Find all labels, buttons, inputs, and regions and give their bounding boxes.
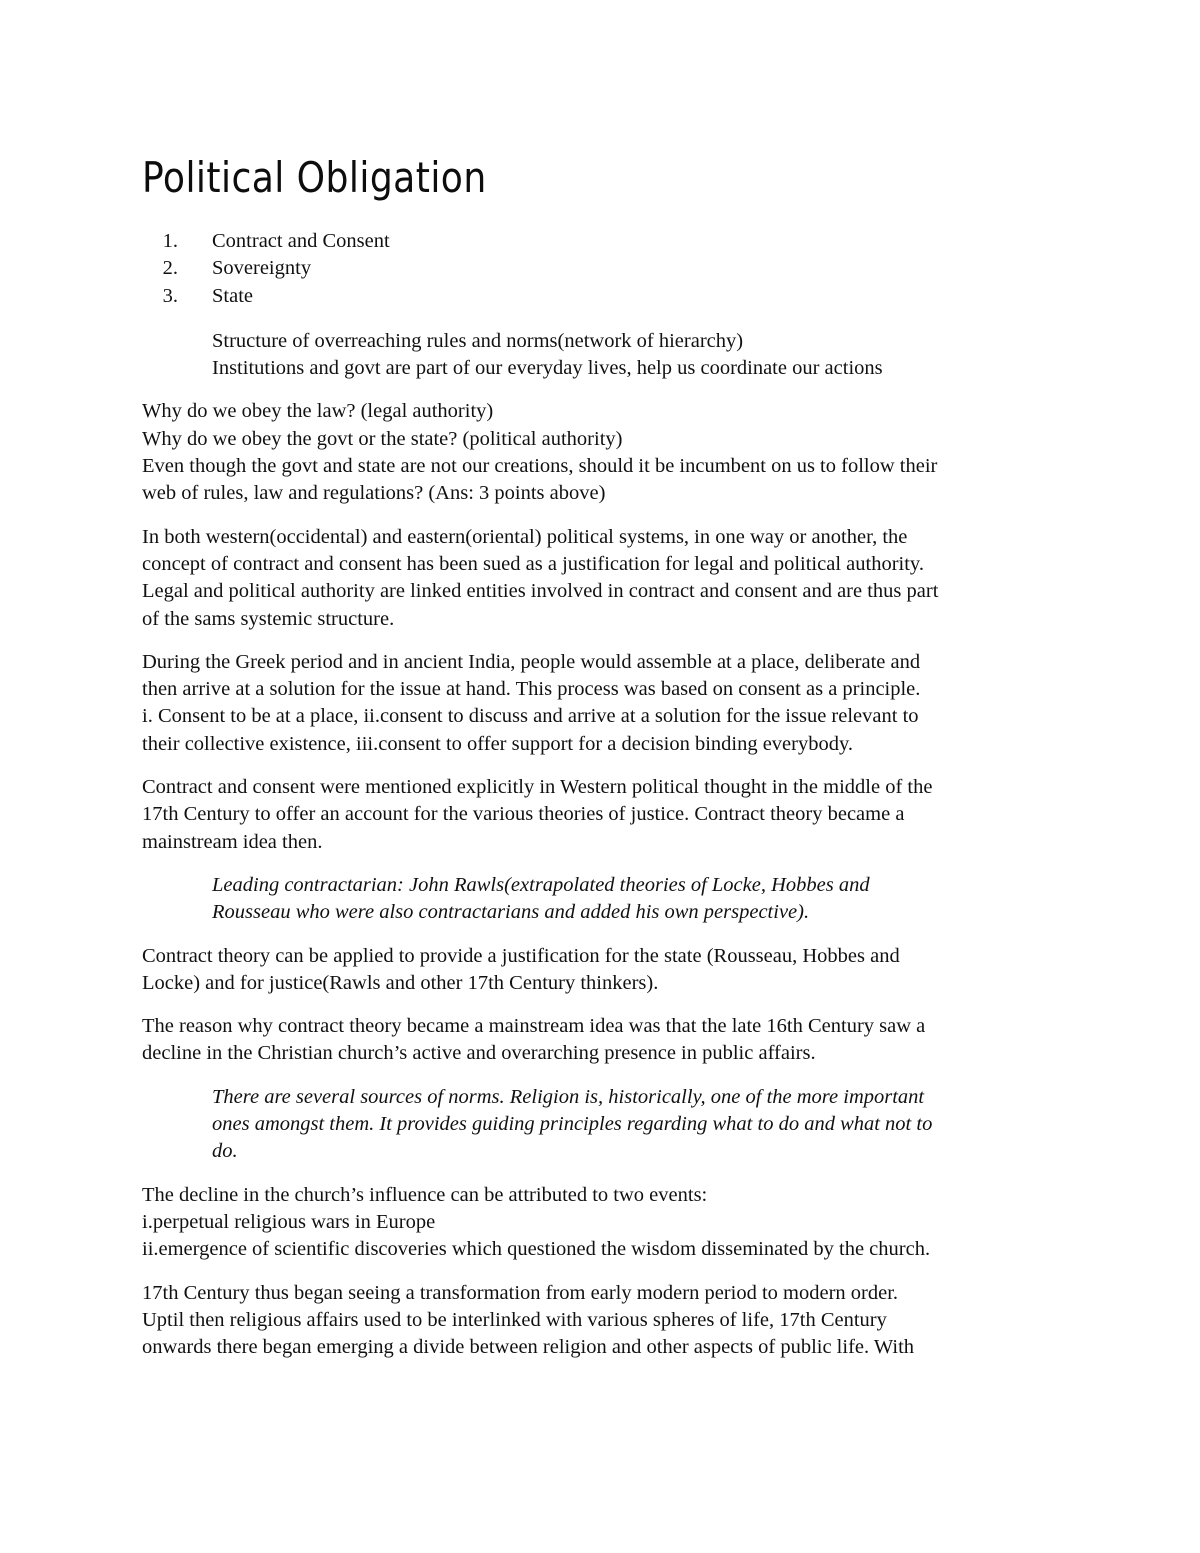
text-line: their collective existence, iii.consent to offer support for a decision binding everybody. xyxy=(142,732,854,755)
quote-contractarian xyxy=(142,872,1072,927)
list-number: 3. xyxy=(162,284,178,307)
text-line: Rousseau who were also contractarians and added his own perspective). xyxy=(212,901,810,924)
text-line: then arrive at a solution for the issue at hand. This process was based on consent as a principle. xyxy=(142,678,921,701)
list-item-text: Contract and Consent xyxy=(212,230,390,252)
list-item-text: State xyxy=(212,284,253,307)
paragraph xyxy=(142,649,1072,758)
text-line: of the sams systemic structure. xyxy=(142,607,395,630)
text-line: web of rules, law and regulations? (Ans: 3 points above) xyxy=(142,482,606,505)
text-line: i. Consent to be at a place, ii.consent to discuss and arrive at a solution for the issue relevant to xyxy=(142,705,919,728)
text-line: do. xyxy=(212,1140,238,1163)
state-note xyxy=(142,328,1072,383)
text-line: Even though the govt and state are not our creations, should it be incumbent on us to follow their xyxy=(142,455,938,478)
text-line: Structure of overreaching rules and norms(network of hierarchy) xyxy=(212,329,744,352)
paragraph xyxy=(142,398,1072,507)
text-line: In both western(occidental) and eastern(oriental) political systems, in one way or another, the xyxy=(142,525,908,548)
text-line: ones amongst them. It provides guiding principles regarding what to do and what not to xyxy=(212,1113,933,1136)
text-line: Legal and political authority are linked entities involved in contract and consent and are thus part xyxy=(142,580,939,603)
list-number: 1. xyxy=(162,230,178,252)
list-number: 2. xyxy=(162,257,178,280)
text-line: Contract theory can be applied to provide a justification for the state (Rousseau, Hobbes and xyxy=(142,944,900,967)
paragraph xyxy=(142,774,1072,856)
list-item xyxy=(142,255,1072,282)
text-line: Institutions and govt are part of our everyday lives, help us coordinate our actions xyxy=(212,357,883,380)
text-line: ii.emergence of scientific discoveries which questioned the wisdom disseminated by the church. xyxy=(142,1238,931,1261)
text-line: Locke) and for justice(Rawls and other 17th Century thinkers). xyxy=(142,971,659,994)
topic-list xyxy=(142,228,1072,310)
text-line: onwards there began emerging a divide between religion and other aspects of public life. With xyxy=(142,1336,915,1359)
text-line: 17th Century to offer an account for the various theories of justice. Contract theory became a xyxy=(142,803,905,826)
text-line: mainstream idea then. xyxy=(142,830,323,853)
text-line: Leading contractarian: John Rawls(extrapolated theories of Locke, Hobbes and xyxy=(212,873,870,896)
text-line: The reason why contract theory became a mainstream idea was that the late 16th Century saw a xyxy=(142,1015,926,1038)
text-line: Why do we obey the law? (legal authority) xyxy=(142,400,494,423)
text-line: 17th Century thus began seeing a transformation from early modern period to modern order. xyxy=(142,1281,899,1304)
paragraph xyxy=(142,1013,1072,1068)
paragraph xyxy=(142,524,1072,633)
text-line: During the Greek period and in ancient India, people would assemble at a place, deliberate and xyxy=(142,650,921,673)
paragraph xyxy=(142,943,1072,998)
list-item xyxy=(142,228,1072,255)
text-line: concept of contract and consent has been sued as a justification for legal and political authority. xyxy=(142,552,924,575)
paragraph xyxy=(142,1182,1072,1264)
document-page xyxy=(142,150,1072,1377)
text-line: The decline in the church’s influence can be attributed to two events: xyxy=(142,1183,708,1206)
text-line: Contract and consent were mentioned explicitly in Western political thought in the middle of the xyxy=(142,776,933,799)
list-item xyxy=(142,283,1072,310)
list-item-text: Sovereignty xyxy=(212,257,312,280)
quote-norms xyxy=(142,1084,1072,1166)
text-line: i.perpetual religious wars in Europe xyxy=(142,1210,436,1233)
text-line: There are several sources of norms. Religion is, historically, one of the more important xyxy=(212,1085,925,1108)
text-line: Uptil then religious affairs used to be interlinked with various spheres of life, 17th Century xyxy=(142,1308,887,1331)
page-title: Political Obligation xyxy=(142,153,487,202)
text-line: Why do we obey the govt or the state? (political authority) xyxy=(142,427,623,450)
text-line: decline in the Christian church’s active and overarching presence in public affairs. xyxy=(142,1042,816,1065)
paragraph xyxy=(142,1280,1072,1362)
